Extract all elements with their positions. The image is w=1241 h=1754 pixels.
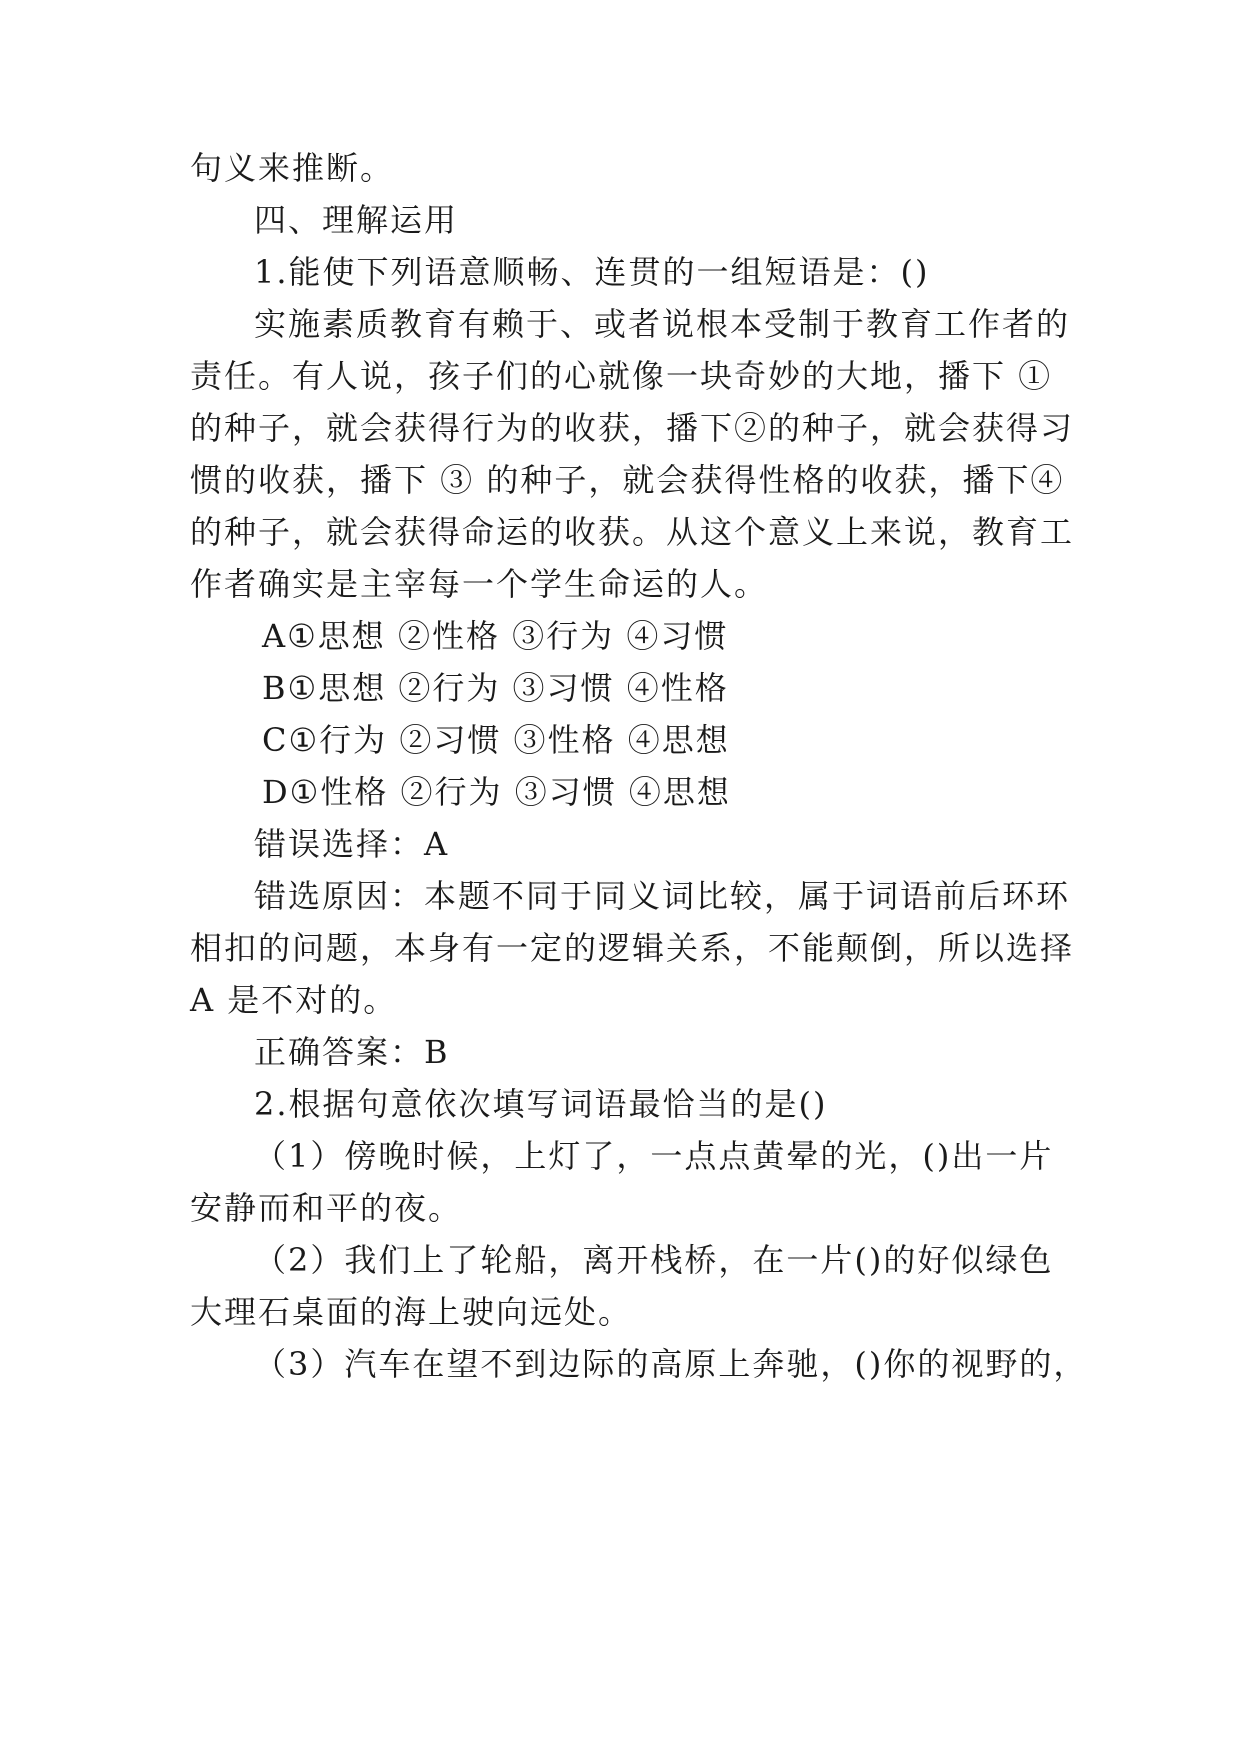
sub-question-1: （1）傍晚时候，上灯了，一点点黄晕的光，()出一片 <box>254 1137 1054 1175</box>
passage-line: 的种子，就会获得行为的收获，播下②的种子，就会获得习 <box>190 409 1075 447</box>
wrong-reason-line: A 是不对的。 <box>190 981 398 1019</box>
section-heading: 四、理解运用 <box>254 201 459 239</box>
wrong-reason-line: 错选原因：本题不同于同义词比较，属于词语前后环环 <box>254 877 1071 915</box>
passage-line: 惯的收获，播下 ③ 的种子，就会获得性格的收获，播下④ <box>190 461 1065 499</box>
option-c: C①行为 ②习惯 ③性格 ④思想 <box>262 721 730 759</box>
text-line: 句义来推断。 <box>190 149 395 187</box>
sub-question-2: （2）我们上了轮船，离开栈桥，在一片()的好似绿色 <box>254 1241 1054 1279</box>
option-b: B①思想 ②行为 ③习惯 ④性格 <box>262 669 729 707</box>
sub-question-2-cont: 大理石桌面的海上驶向远处。 <box>190 1293 633 1331</box>
passage-line: 责任。有人说，孩子们的心就像一块奇妙的大地，播下 ① <box>190 357 1053 395</box>
option-d: D①性格 ②行为 ③习惯 ④思想 <box>262 773 731 811</box>
sub-question-3: （3）汽车在望不到边际的高原上奔驰，()你的视野的， <box>254 1345 1088 1383</box>
passage-line: 作者确实是主宰每一个学生命运的人。 <box>190 565 769 603</box>
wrong-choice: 错误选择：A <box>254 825 450 863</box>
sub-question-1-cont: 安静而和平的夜。 <box>190 1189 463 1227</box>
passage-line: 的种子，就会获得命运的收获。从这个意义上来说，教育工 <box>190 513 1075 551</box>
question-1: 1.能使下列语意顺畅、连贯的一组短语是：() <box>254 253 930 291</box>
passage-line: 实施素质教育有赖于、或者说根本受制于教育工作者的 <box>254 305 1071 343</box>
correct-answer: 正确答案：B <box>254 1033 450 1071</box>
wrong-reason-line: 相扣的问题，本身有一定的逻辑关系，不能颠倒，所以选择 <box>190 929 1075 967</box>
option-a: A①思想 ②性格 ③行为 ④习惯 <box>262 617 729 655</box>
question-2: 2.根据句意依次填写词语最恰当的是() <box>254 1085 828 1123</box>
